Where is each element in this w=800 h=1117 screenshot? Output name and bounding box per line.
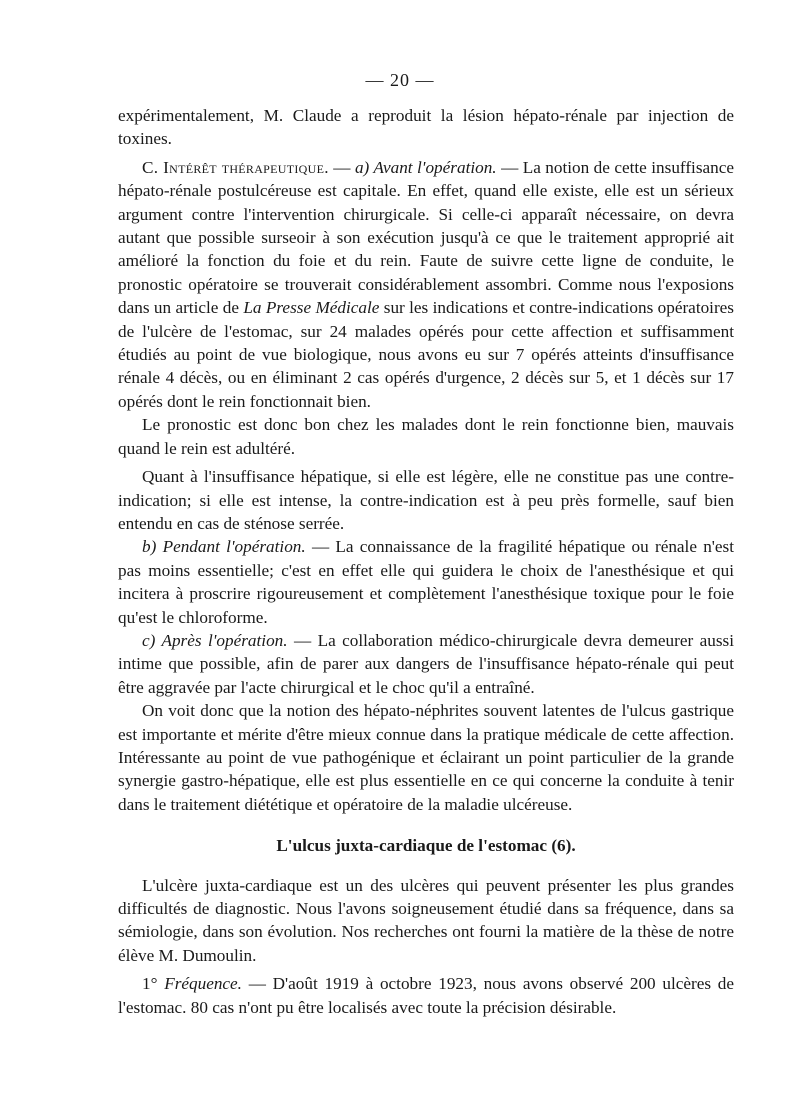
section-label-therapeutic: C. Intérêt thérapeutique. (142, 157, 329, 177)
paragraph-text: — La connaissance de la fragilité hépatique ou rénale n'est pas moins essentielle; c'est en effet elle qui guidera le choix de l'anesthésique et qui incitera à proscrire rigoureusement et complètement l'anesthésique toxique pour le foie qu'est le chloroforme. (118, 537, 734, 627)
subsection-label-during-operation: b) Pendant l'opération. (142, 537, 306, 557)
dash: — (328, 157, 355, 177)
subsection-label-frequency: Fréquence. (164, 974, 242, 994)
paragraph-therapeutic-interest (118, 156, 734, 413)
paragraph-text: — La collaboration médico-chirurgicale devra demeurer aussi intime que possible, afin de parer aux dangers de l'insuffisance hépato-rénale qui peut être aggravée par l'acte chirurgical et le choc qu'il a entraîné. (118, 630, 734, 697)
paragraph-prognosis: Le pronostic est donc bon chez les malades dont le rein fonctionne bien, mauvais quand le rein est adultéré. (118, 415, 734, 458)
paragraph-during-operation (118, 535, 734, 629)
section-title: L'ulcus juxta-cardiaque de l'estomac (6). (276, 836, 576, 856)
paragraph-hepatic-insufficiency: Quant à l'insuffisance hépatique, si elle est légère, elle ne constitue pas une contre-indication; si elle est intense, la contre-indication est à peu près formelle, sauf bien entendu en cas de sténose serrée. (118, 467, 734, 533)
journal-title: La Presse Médicale (243, 298, 380, 318)
paragraph-frequency (118, 972, 734, 1019)
subsection-label-before-operation: a) Avant l'opération. (354, 157, 497, 177)
paragraph-text: — La notion de cette insuffisance hépato-rénale postulcéreuse est capitale. En effet, quand elle existe, elle est un sérieux argument contre l'intervention chirurgicale. Si celle-ci apparaît nécessaire, on devra autant que possible surseoir à son exécution jusqu'à ce que le traitement approprié ait amélioré la fonction du foie et du rein. Faute de suivre cette ligne de conduite, le pronostic opératoire se trouverait considérablement assombri. Comme nous l'exposions dans un article de (118, 157, 734, 318)
paragraph-continuation: expérimentalement, M. Claude a reproduit la lésion hépato-rénale par injection de toxines. (118, 106, 734, 149)
paragraph-text: — D'août 1919 à octobre 1923, nous avons observé 200 ulcères de l'estomac. 80 cas n'ont pu être localisés avec toute la précision désirable. (118, 974, 734, 1017)
subsection-label-after-operation: c) Après l'opération. (142, 630, 288, 650)
item-number: 1° (142, 974, 165, 994)
paragraph-conclusion: On voit donc que la notion des hépato-néphrites souvent latentes de l'ulcus gastrique est importante et mérite d'être mieux connue dans la pratique médicale de cette affection. Intéressante au point de vue pathogénique et éclairant un point particulier de la grande synergie gastro-hépatique, elle est plus essentielle en ce qui concerne la conduite à tenir dans le traitement diététique et opératoire de la maladie ulcéreuse. (118, 701, 734, 814)
paragraph-juxta-cardiac-intro: L'ulcère juxta-cardiaque est un des ulcères qui peuvent présenter les plus grandes difficultés de diagnostic. Nous l'avons soigneusement étudié dans sa fréquence, dans sa sémiologie, dans son évolution. Nos recherches ont fourni la matière de la thèse de notre élève M. Dumoulin. (118, 875, 734, 965)
document-body (118, 104, 734, 1019)
paragraph-after-operation (118, 629, 734, 699)
paragraph-text: sur les indications et contre-indications opératoires de l'ulcère de l'estomac, sur 24 malades opérés pour cette affection et suffisamment étudiés au point de vue biologique, nous avons eu sur 7 opérés atteints d'insuffisance rénale 4 décès, ou en éliminant 2 cas opérés d'urgence, 2 décès sur 5, et 1 décès sur 17 opérés dont le rein fonctionnait bien. (118, 298, 734, 411)
page-number: — 20 — (365, 70, 435, 90)
